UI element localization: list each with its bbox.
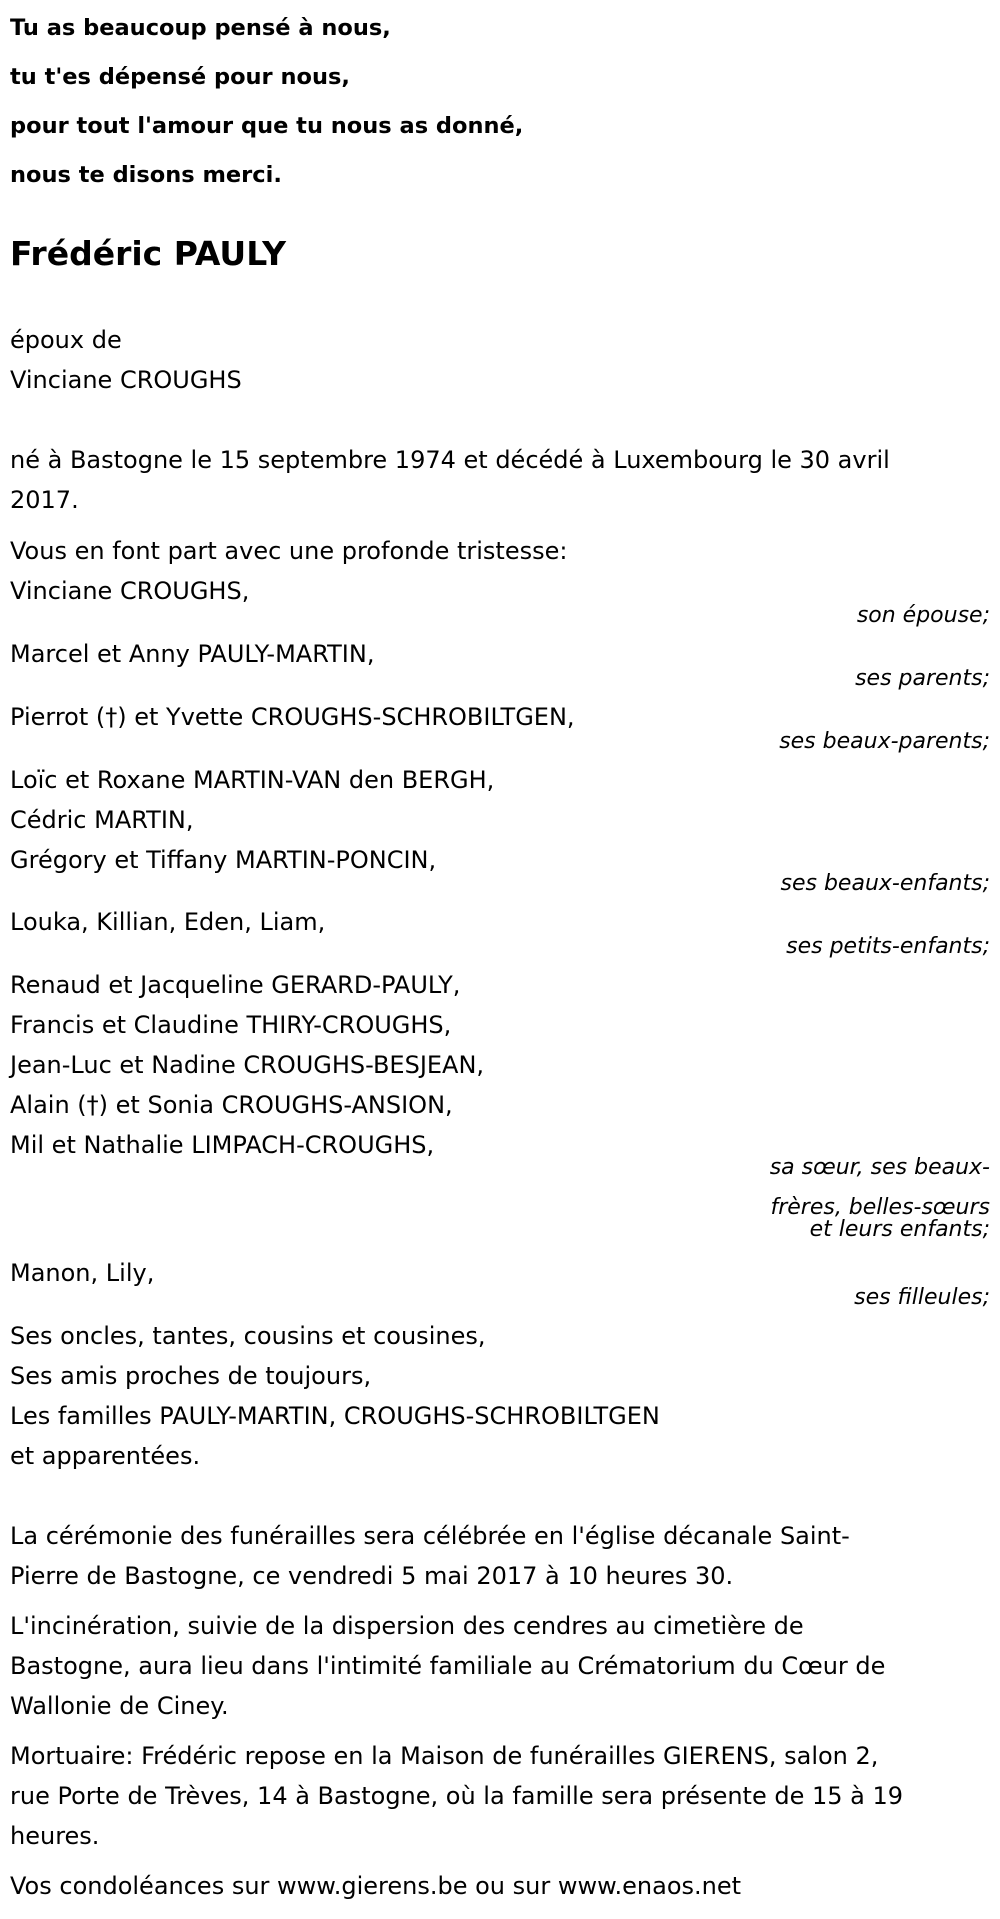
- mortuary-info: [10, 1736, 990, 1856]
- mortuary-line: Mortuaire: Frédéric repose en la Maison de funérailles GIERENS, salon 2,: [10, 1742, 879, 1770]
- family-role-line: ses beaux-parents;: [779, 729, 990, 754]
- deceased-name: Frédéric PAULY: [10, 234, 286, 273]
- family-name: Jean-Luc et Nadine CROUGHS-BESJEAN,: [10, 1051, 485, 1079]
- mortuary-line: heures.: [10, 1822, 100, 1850]
- family-intro: Vous en font part avec une profonde tristesse:: [10, 537, 568, 565]
- incineration-info: [10, 1606, 990, 1726]
- family-name: Cédric MARTIN,: [10, 806, 194, 834]
- poem: [10, 4, 990, 200]
- other-relatives-line: Ses oncles, tantes, cousins et cousines,: [10, 1322, 486, 1350]
- family-role-line: frères, belles-sœurs: [770, 1195, 990, 1220]
- family-name: Francis et Claudine THIRY-CROUGHS,: [10, 1011, 452, 1039]
- mortuary-line: rue Porte de Trèves, 14 à Bastogne, où la famille sera présente de 15 à 19: [10, 1782, 904, 1810]
- family-name: Renaud et Jacqueline GERARD-PAULY,: [10, 971, 461, 999]
- poem-line: pour tout l'amour que tu nous as donné,: [10, 113, 524, 139]
- incineration-line: L'incinération, suivie de la dispersion des cendres au cimetière de: [10, 1612, 804, 1640]
- other-relatives-line: Ses amis proches de toujours,: [10, 1362, 372, 1390]
- incineration-line: Bastogne, aura lieu dans l'intimité familiale au Crématorium du Cœur de: [10, 1652, 886, 1680]
- other-relatives: [10, 1316, 990, 1476]
- family-role: [10, 873, 990, 895]
- family-role: [10, 731, 990, 753]
- poem-line: tu t'es dépensé pour nous,: [10, 64, 350, 90]
- family-group: [10, 760, 990, 880]
- spouse-name: Vinciane CROUGHS: [10, 366, 242, 394]
- condolences-info: Vos condoléances sur www.gierens.be ou sur www.enaos.net: [10, 1872, 742, 1900]
- family-role-line: ses petits-enfants;: [786, 934, 990, 959]
- poem-line: nous te disons merci.: [10, 162, 282, 188]
- family-group: [10, 965, 990, 1165]
- family-role: [10, 668, 990, 690]
- family-name: Marcel et Anny PAULY-MARTIN,: [10, 640, 375, 668]
- family-name: Louka, Killian, Eden, Liam,: [10, 908, 326, 936]
- ceremony-line: La cérémonie des funérailles sera célébrée en l'église décanale Saint-: [10, 1522, 850, 1550]
- birth-death-line: 2017.: [10, 486, 79, 514]
- family-role: [10, 1157, 990, 1241]
- family-role: [10, 936, 990, 958]
- family-name: Loïc et Roxane MARTIN-VAN den BERGH,: [10, 766, 495, 794]
- family-name: Vinciane CROUGHS,: [10, 577, 250, 605]
- spouse-block: [10, 320, 990, 400]
- family-role-line: ses beaux-enfants;: [780, 871, 990, 896]
- family-name: Grégory et Tiffany MARTIN-PONCIN,: [10, 846, 437, 874]
- family-name: Pierrot (†) et Yvette CROUGHS-SCHROBILTGEN,: [10, 703, 575, 731]
- family-role-line: sa sœur, ses beaux-: [769, 1155, 990, 1180]
- family-name: Mil et Nathalie LIMPACH-CROUGHS,: [10, 1131, 435, 1159]
- poem-line: Tu as beaucoup pensé à nous,: [10, 15, 391, 41]
- family-role-line: et leurs enfants;: [809, 1217, 990, 1242]
- birth-death: [10, 440, 990, 520]
- incineration-line: Wallonie de Ciney.: [10, 1692, 229, 1720]
- family-role: [10, 605, 990, 627]
- family-name: Manon, Lily,: [10, 1259, 155, 1287]
- other-relatives-line: Les familles PAULY-MARTIN, CROUGHS-SCHROBILTGEN: [10, 1402, 660, 1430]
- spouse-label: époux de: [10, 326, 122, 354]
- other-relatives-line: et apparentées.: [10, 1442, 201, 1470]
- family-role-line: son épouse;: [856, 603, 990, 628]
- ceremony-info: [10, 1516, 990, 1596]
- family-role-line: ses filleules;: [854, 1285, 990, 1310]
- family-name: Alain (†) et Sonia CROUGHS-ANSION,: [10, 1091, 453, 1119]
- ceremony-line: Pierre de Bastogne, ce vendredi 5 mai 2017 à 10 heures 30.: [10, 1562, 734, 1590]
- family-role: [10, 1287, 990, 1309]
- family-role-line: ses parents;: [855, 666, 990, 691]
- birth-death-line: né à Bastogne le 15 septembre 1974 et décédé à Luxembourg le 30 avril: [10, 446, 890, 474]
